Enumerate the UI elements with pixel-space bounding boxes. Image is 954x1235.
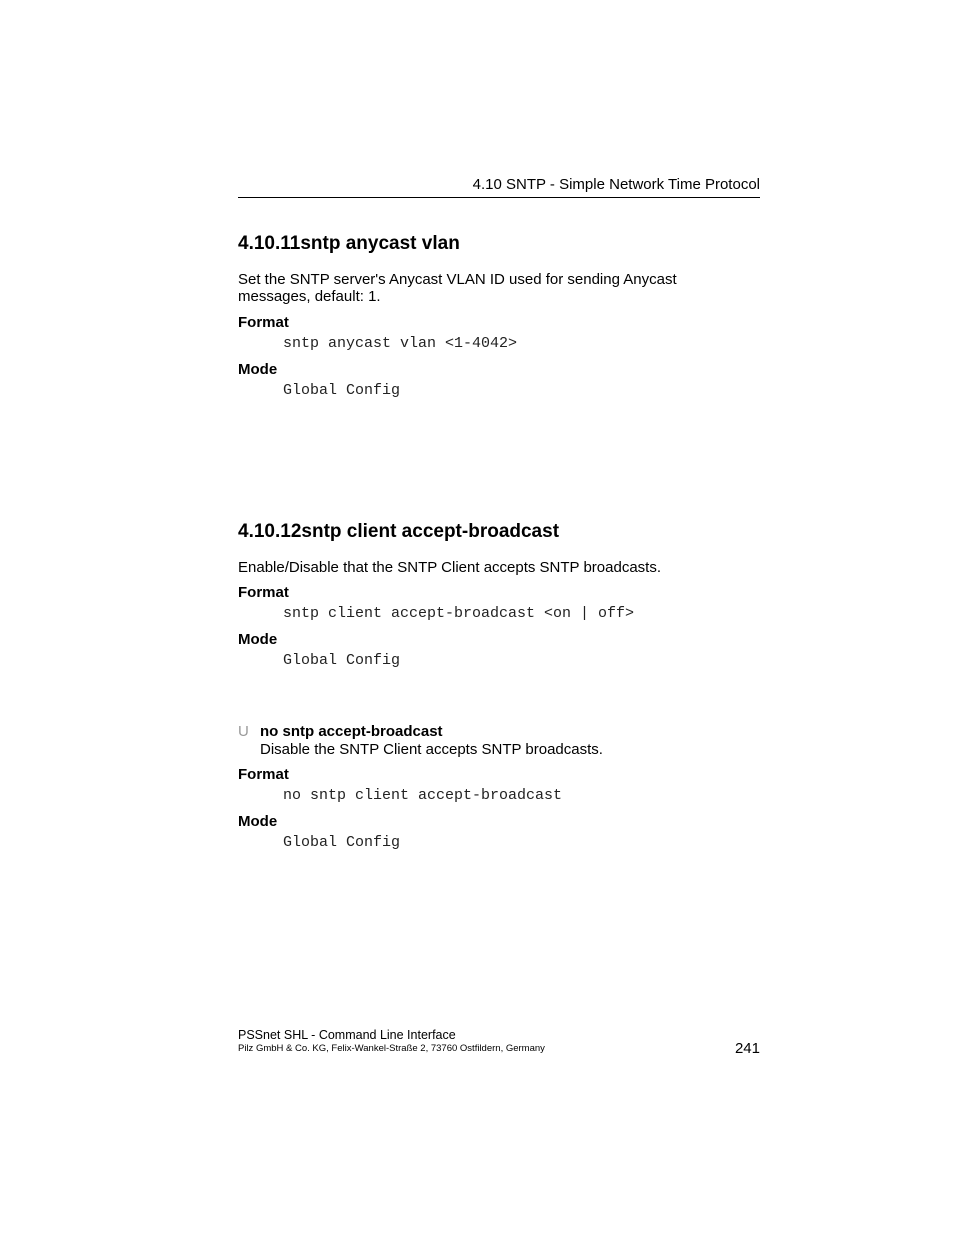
format-value: no sntp client accept-broadcast bbox=[283, 787, 563, 804]
header-rule bbox=[238, 197, 760, 198]
mode-label: Mode bbox=[238, 813, 278, 830]
format-value: sntp client accept-broadcast <on | off> bbox=[283, 605, 635, 622]
mode-label: Mode bbox=[238, 631, 278, 648]
footer-address: Pilz GmbH & Co. KG, Felix-Wankel-Straße 2, 73760 Ostfildern, Germany bbox=[238, 1043, 545, 1054]
footer-document-title: PSSnet SHL - Command Line Interface bbox=[238, 1028, 456, 1042]
mode-value: Global Config bbox=[283, 382, 401, 399]
format-label: Format bbox=[238, 766, 289, 783]
bullet-icon: U bbox=[238, 723, 249, 740]
subcommand-description: Disable the SNTP Client accepts SNTP broadcasts. bbox=[260, 741, 603, 758]
section-description-line1: Enable/Disable that the SNTP Client accepts SNTP broadcasts. bbox=[238, 559, 661, 576]
subcommand-title: no sntp accept-broadcast bbox=[260, 723, 443, 740]
section-description-line2: messages, default: 1. bbox=[238, 288, 381, 305]
mode-value: Global Config bbox=[283, 834, 401, 851]
format-value: sntp anycast vlan <1-4042> bbox=[283, 335, 518, 352]
section-description-line1: Set the SNTP server's Anycast VLAN ID used for sending Anycast bbox=[238, 271, 677, 288]
section-title-client-accept-broadcast: 4.10.12sntp client accept-broadcast bbox=[238, 521, 560, 542]
running-header: 4.10 SNTP - Simple Network Time Protocol bbox=[472, 176, 760, 193]
page-number: 241 bbox=[734, 1040, 760, 1057]
section-title-anycast-vlan: 4.10.11sntp anycast vlan bbox=[238, 233, 460, 254]
mode-value: Global Config bbox=[283, 652, 401, 669]
mode-label: Mode bbox=[238, 361, 278, 378]
format-label: Format bbox=[238, 314, 289, 331]
format-label: Format bbox=[238, 584, 289, 601]
